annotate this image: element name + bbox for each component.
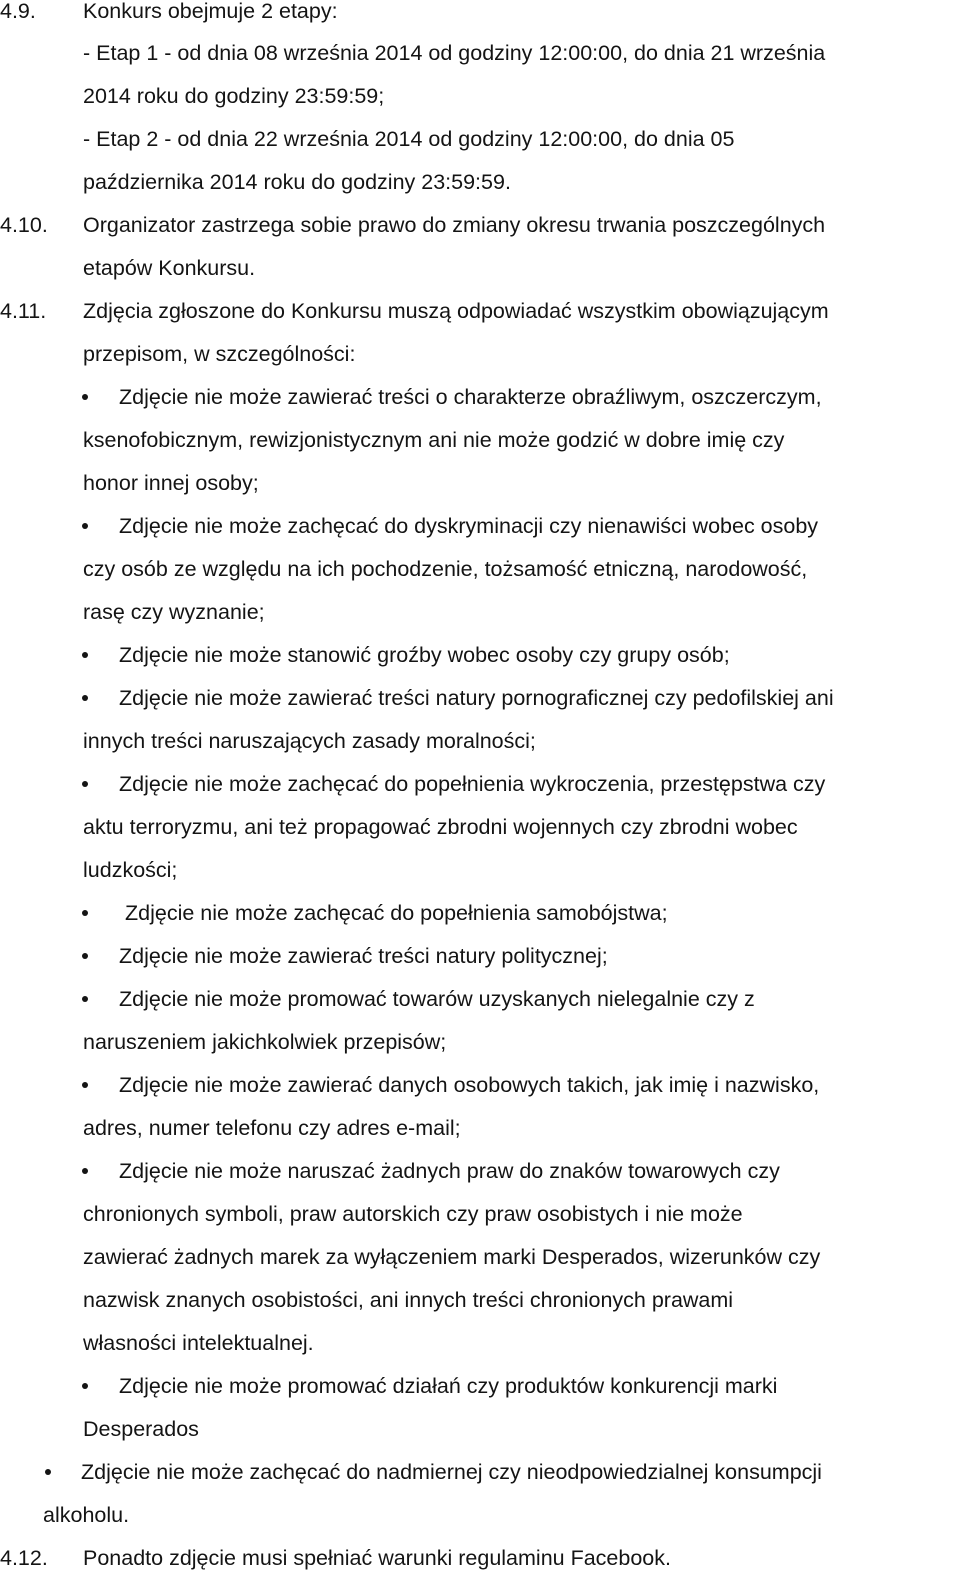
section-text: etapów Konkursu. [83, 256, 256, 280]
list-item: alkoholu. [43, 1503, 130, 1527]
section-text: Konkurs obejmuje 2 etapy: [83, 0, 338, 23]
bullet-icon [45, 1469, 51, 1475]
list-item: Zdjęcie nie może promować działań czy produktów konkurencji marki [119, 1374, 778, 1398]
section-text: Ponadto zdjęcie musi spełniać warunki regulaminu Facebook. [83, 1546, 671, 1570]
list-item: Zdjęcie nie może promować towarów uzyskanych nielegalnie czy z [119, 987, 755, 1011]
list-item: chronionych symboli, praw autorskich czy praw osobistych i nie może [83, 1202, 743, 1226]
list-item: ksenofobicznym, rewizjonistycznym ani nie może godzić w dobre imię czy [83, 428, 785, 452]
bullet-icon [82, 652, 88, 658]
section-text: Zdjęcia zgłoszone do Konkursu muszą odpowiadać wszystkim obowiązującym [83, 299, 829, 323]
section-number: 4.12. [0, 1546, 48, 1570]
section-text: przepisom, w szczególności: [83, 342, 356, 366]
bullet-icon [82, 1168, 88, 1174]
list-item: Desperados [83, 1417, 199, 1441]
section-number: 4.9. [0, 0, 36, 23]
bullet-icon [82, 1383, 88, 1389]
bullet-icon [82, 910, 88, 916]
bullet-icon [82, 695, 88, 701]
list-item: innych treści naruszających zasady moralności; [83, 729, 536, 753]
list-item: Zdjęcie nie może zawierać treści natury pornograficznej czy pedofilskiej ani [119, 686, 834, 710]
list-item: Zdjęcie nie może zawierać danych osobowych takich, jak imię i nazwisko, [119, 1073, 820, 1097]
list-item: własności intelektualnej. [83, 1331, 314, 1355]
list-item: adres, numer telefonu czy adres e-mail; [83, 1116, 461, 1140]
section-number: 4.10. [0, 213, 48, 237]
list-item: Zdjęcie nie może zachęcać do nadmiernej czy nieodpowiedzialnej konsumpcji [81, 1460, 822, 1484]
list-item: Zdjęcie nie może zachęcać do popełnienia samobójstwa; [125, 901, 668, 925]
list-item: Zdjęcie nie może naruszać żadnych praw do znaków towarowych czy [119, 1159, 780, 1183]
stage-text: 2014 roku do godziny 23:59:59; [83, 84, 385, 108]
bullet-icon [82, 394, 88, 400]
stage-text: - Etap 2 - od dnia 22 września 2014 od godziny 12:00:00, do dnia 05 [83, 127, 735, 151]
list-item: nazwisk znanych osobistości, ani innych treści chronionych prawami [83, 1288, 734, 1312]
list-item: Zdjęcie nie może zachęcać do popełnienia wykroczenia, przestępstwa czy [119, 772, 826, 796]
stage-text: - Etap 1 - od dnia 08 września 2014 od godziny 12:00:00, do dnia 21 września [83, 41, 826, 65]
section-number: 4.11. [0, 299, 47, 323]
list-item: zawierać żadnych marek za wyłączeniem marki Desperados, wizerunków czy [83, 1245, 821, 1269]
bullet-icon [82, 523, 88, 529]
bullet-icon [82, 1082, 88, 1088]
bullet-icon [82, 953, 88, 959]
bullet-icon [82, 996, 88, 1002]
list-item: honor innej osoby; [83, 471, 259, 495]
list-item: Zdjęcie nie może zawierać treści o charakterze obraźliwym, oszczerczym, [119, 385, 822, 409]
section-text: Organizator zastrzega sobie prawo do zmiany okresu trwania poszczególnych [83, 213, 826, 237]
list-item: ludzkości; [83, 858, 178, 882]
list-item: Zdjęcie nie może zachęcać do dyskryminacji czy nienawiści wobec osoby [119, 514, 819, 538]
list-item: Zdjęcie nie może stanowić groźby wobec osoby czy grupy osób; [119, 643, 730, 667]
stage-text: października 2014 roku do godziny 23:59:59. [83, 170, 511, 194]
list-item: czy osób ze względu na ich pochodzenie, tożsamość etniczną, narodowość, [83, 557, 808, 581]
list-item: rasę czy wyznanie; [83, 600, 265, 624]
list-item: aktu terroryzmu, ani też propagować zbrodni wojennych czy zbrodni wobec [83, 815, 798, 839]
list-item: naruszeniem jakichkolwiek przepisów; [83, 1030, 447, 1054]
list-item: Zdjęcie nie może zawierać treści natury politycznej; [119, 944, 608, 968]
bullet-icon [82, 781, 88, 787]
